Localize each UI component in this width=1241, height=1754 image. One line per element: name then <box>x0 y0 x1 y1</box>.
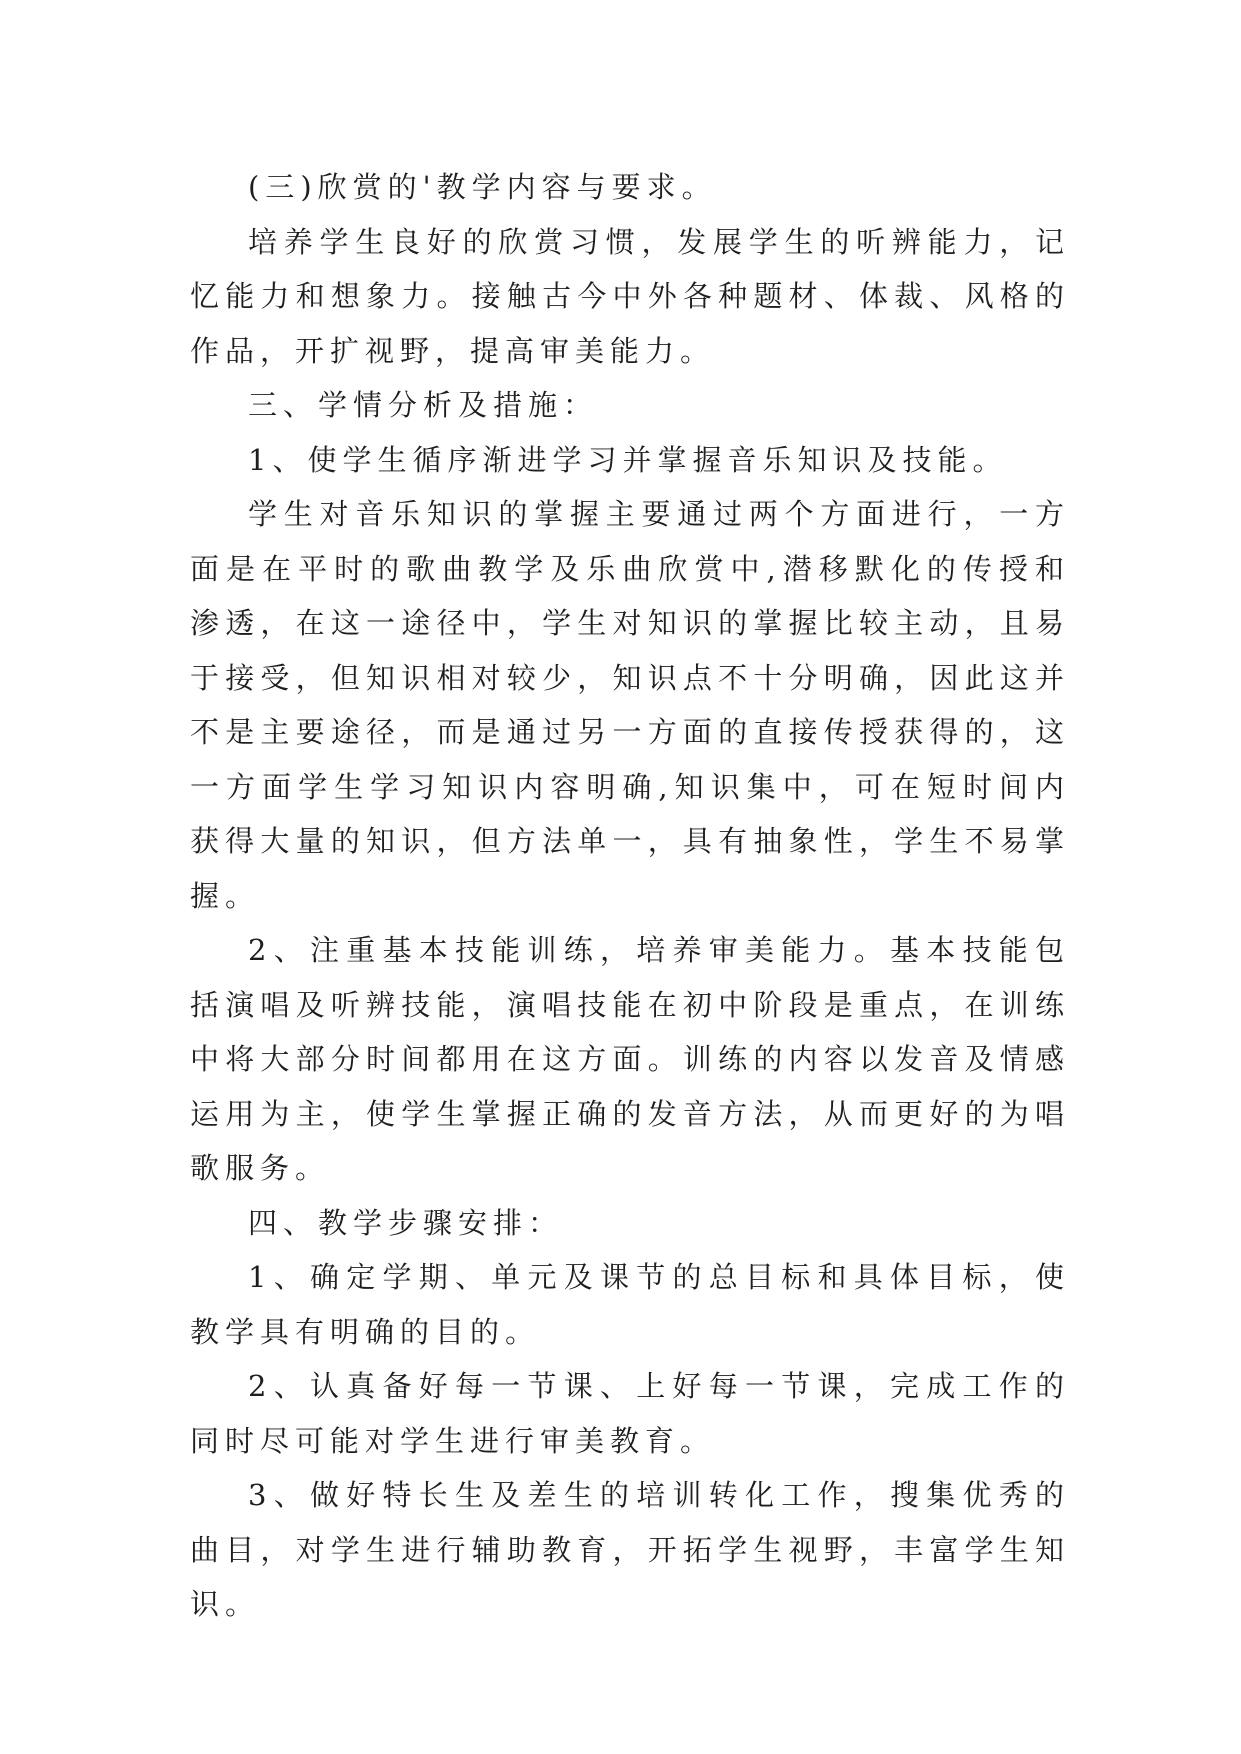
list-item-2-basic-skills: 2、注重基本技能训练，培养审美能力。基本技能包括演唱及听辨技能，演唱技能在初中阶段是重点，在训练中将大部分时间都用在这方面。训练的内容以发音及情感运用为主，使学生掌握正确的发音方法，从而更好的为唱歌服务。 <box>190 933 1070 1185</box>
list-item-1-goals: 1、确定学期、单元及课节的总目标和具体目标，使教学具有明确的目的。 <box>190 1260 1070 1349</box>
list-item-3-student-training: 3、做好特长生及差生的培训转化工作，搜集优秀的曲目，对学生进行辅助教育，开拓学生视野，丰富学生知识。 <box>190 1478 1070 1621</box>
list-item-2-lesson-prep: 2、认真备好每一节课、上好每一节课，完成工作的同时尽可能对学生进行审美教育。 <box>190 1369 1070 1458</box>
section-heading-teaching-steps: 四、教学步骤安排： <box>248 1205 564 1240</box>
paragraph-knowledge-methods: 学生对音乐知识的掌握主要通过两个方面进行，一方面是在平时的歌曲教学及乐曲欣赏中,潜移默化的传授和渗透，在这一途径中，学生对知识的掌握比较主动，且易于接受，但知识相对较少，知识点不十分明确，因此这并不是主要途径，而是通过另一方面的直接传授获得的，这一方面学生学习知识内容明确,知识集中，可在短时间内获得大量的知识，但方法单一，具有抽象性，学生不易掌握。 <box>190 497 1070 913</box>
list-item-1-knowledge-skills: 1、使学生循序渐进学习并掌握音乐知识及技能。 <box>248 442 1008 477</box>
subsection-heading-appreciation: (三)欣赏的'教学内容与要求。 <box>248 170 717 204</box>
document-page <box>190 160 1070 1632</box>
paragraph-appreciation-goals: 培养学生良好的欣赏习惯，发展学生的听辨能力，记忆能力和想象力。接触古今中外各种题材、体裁、风格的作品，开扩视野，提高审美能力。 <box>190 224 1070 368</box>
section-heading-learning-analysis: 三、学情分析及措施： <box>248 388 599 422</box>
